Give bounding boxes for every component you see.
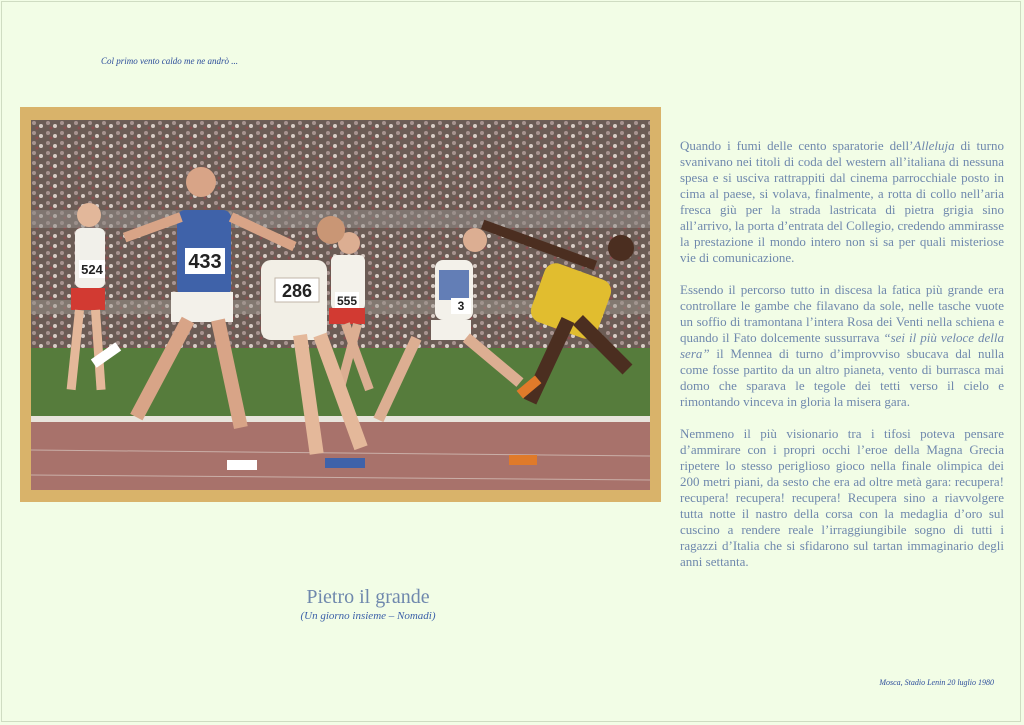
bib-winner: 433 — [188, 251, 222, 273]
story-paragraph-1: Quando i fumi delle cento sparatorie dell’Alleluja di turno svanivano nei titoli di coda del western all’italiana di nessuna spesa e si usciva rattrappiti dal cinema parrocchiale posto in cima al paese, si volava, finalmente, a rotta di collo nell’aria fresca giù per la strada lastricata di pietra grigia sino all’arrivo, la porta d’entrata del Collegio, credendo ammirasse la prestazione il mondo intero non si sa per quali misteriose vie di comunicazione. — [680, 138, 1004, 265]
story-paragraph-2: Essendo il percorso tutto in discesa la fatica più grande era controllare le gambe che filavano da sole, nelle tasche vuote un soffio di tramontana l’intera Rosa dei Venti nella schiena e quando il Fato dolcemente sussurrava “sei il più veloce della sera” il Mennea di turno d’improvviso sbucava dal nulla come fosse partito da un altro pianeta, vento di burrasca mai domo che sparava le tegole dei tetti verso il cielo e rimontando vinceva in gloria la misera gara. — [680, 282, 1004, 409]
bib-white: 286 — [281, 281, 313, 301]
bib-blue: 3 — [457, 299, 465, 313]
story-emphasis-quote: “sei il più veloce della sera” — [680, 330, 1004, 361]
photo-caption-subtitle: (Un giorno insieme – Nomadi) — [300, 610, 436, 622]
race-photo — [31, 120, 650, 490]
photo-location-date: Mosca, Stadio Lenin 20 luglio 1980 — [879, 678, 994, 687]
race-photo-illustration — [31, 120, 650, 490]
bib-back: 555 — [336, 294, 358, 308]
story-paragraph-3: Nemmeno il più visionario tra i tifosi poteva pensare d’ammirare con i propri occhi l’eroe della Magna Grecia ripetere lo stesso periglioso gioco nella finale olimpica dei 200 metri piani, da sesto che era ad oltre metà gara: recupera! recupera! recupera! recupera! Recupera sino a riavvolgere tutta notte il nastro della corsa con la medaglia d’oro sul cuscino a rendere reale l’irraggiungibile sogno di tutti i ragazzi d’Italia che si sfidarono sul tartan immaginario degli anni settanta. — [680, 426, 1004, 569]
epigraph: Col primo vento caldo me ne andrò ... — [101, 56, 238, 66]
story-emphasis-alleluja: Alleluja — [913, 138, 955, 153]
photo-frame — [20, 107, 661, 502]
story-text — [680, 138, 1004, 586]
track-curb — [31, 416, 650, 422]
photo-caption-title: Pietro il grande — [306, 586, 430, 608]
bib-left: 524 — [81, 262, 103, 277]
running-track — [31, 422, 650, 490]
